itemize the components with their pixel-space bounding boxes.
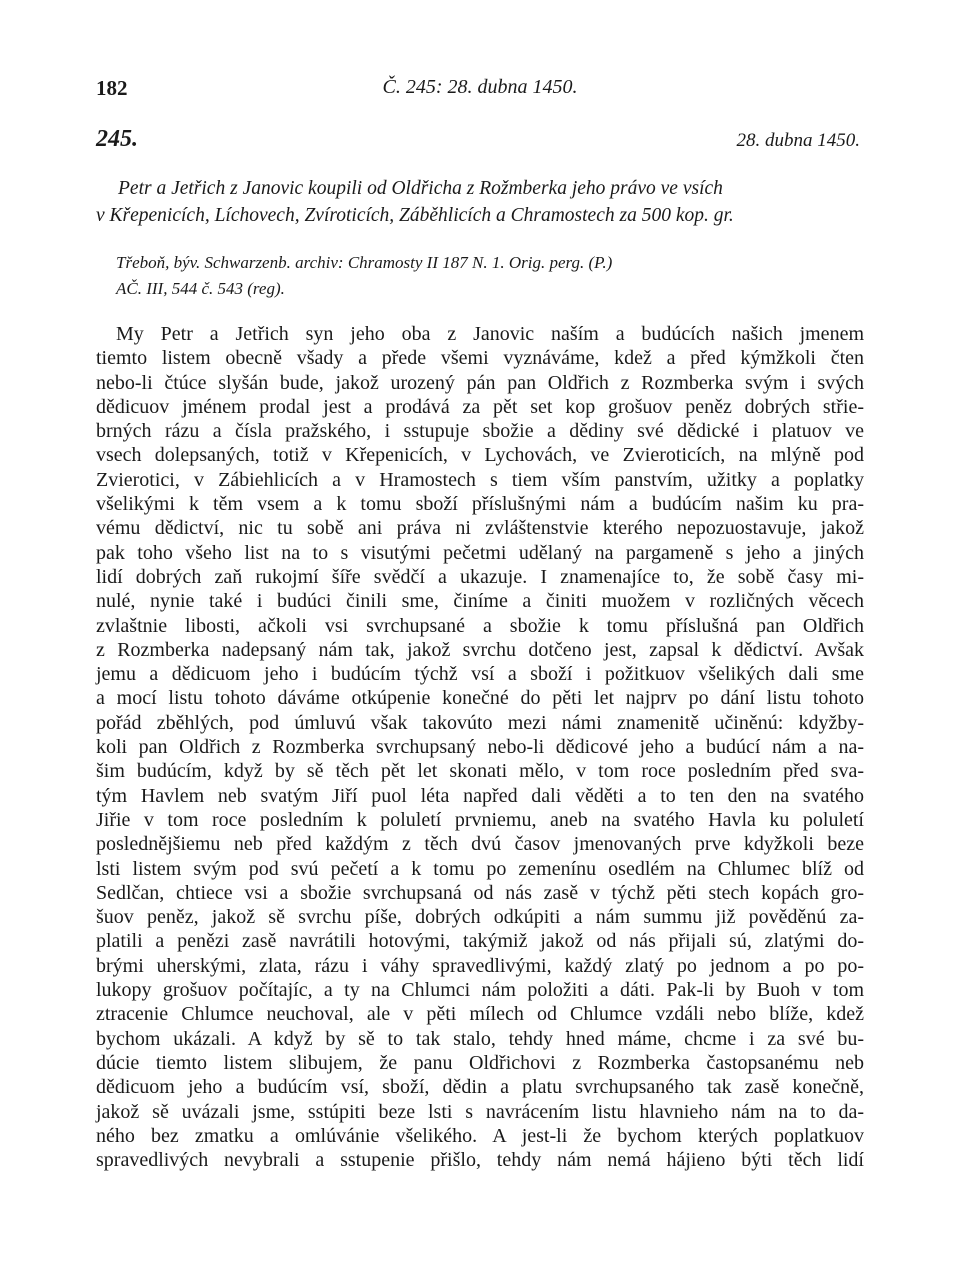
text-line: Sedlčan, chtiece vsi a sbožie svrchupsaná od nás zasě v týchž pěti stech kopách gro-	[96, 881, 864, 904]
text-line: tým Havlem neb svatým Jiří puol léta napřed dali věděti a to ten den na svatého	[96, 784, 864, 807]
text-line: spravedlivých nevybrali a sstupenie přišlo, tehdy nám nemá hájieno býti těch lidí	[96, 1149, 864, 1172]
text-line: pořád zběhlých, pod úmluvú však takovúto mezi námi znamenitě učiněnú: kdyžby-	[96, 711, 864, 734]
text-line: dúcie tiemto listem slibujem, že panu Oldřichovi z Rozmberka častopsanému neb	[96, 1051, 864, 1074]
text-line: dědicuov jménem prodal jest a prodává za pět set kop grošuov peněz dobrých střie-	[96, 395, 864, 418]
document-header	[96, 126, 864, 156]
document-date: 28. dubna 1450.	[736, 130, 860, 151]
text-line: tiemto listem obecně všady a přede všemi vyznáváme, kdež a před kýmžkoli čten	[96, 347, 864, 370]
text-line: brými uherskými, zlata, rázu i váhy spravedlivými, každý zlatý po jednom a po po-	[96, 954, 864, 977]
text-line: jemu a dědicuom jeho i budúcím týchž vsí a sboží i požitkuov všelikých dali sme	[96, 663, 864, 686]
document-number: 245.	[96, 126, 138, 152]
text-line: dědicuom jeho a budúcím vsí, sboží, dědin a platu svrchupsaného tak zasě konečně,	[96, 1076, 864, 1099]
running-title: Č. 245: 28. dubna 1450.	[382, 76, 578, 98]
source-line: Třeboň, býv. Schwarzenb. archiv: Chramosty II 187 N. 1. Orig. perg. (P.)	[116, 253, 613, 272]
charter-text	[96, 322, 864, 1172]
text-line: pak toho všeho list na to s visutými pečetmi udělaný na pargameně s jeho a jiných	[96, 541, 864, 564]
text-line: nebo-li čtúce slyšán bude, jakož urozený pán pan Oldřich z Rozmberka svým i svých	[96, 371, 864, 394]
text-line: nulé, nynie také i budúci činili sme, činíme a činiti muožem v rozličných věcech	[96, 590, 864, 613]
text-line: šuov peněz, jakož sě svrchu píše, dobrých odkúpiti a nám summu již pověděnú za-	[96, 906, 864, 929]
text-line: jakož sě uvázali jsme, sstúpiti beze lsti s navrácením listu hlavnieho nám na to da-	[96, 1100, 864, 1123]
text-line: vsech dolepsaných, totiž v Křepenicích, v Lychovách, ve Zvieroticích, na mlýně pod	[96, 444, 864, 467]
text-line: ného bez zmatku a omlúvánie všelikého. A jest-li že bychom kterých poplatkuov	[96, 1124, 864, 1147]
text-line: lsti listem svým pod svú pečetí a k tomu po zemenínu osedlém na Chlumec blíž od	[96, 857, 864, 880]
regest	[96, 175, 864, 229]
text-line: všelikými k těm vsem a k tomu sboží příslušnými nám a budúcím našim ku pra-	[96, 493, 864, 516]
text-line: brných rázu a čísla pražského, i sstupuje sbožie a dědiny své dědické i platuov ve	[96, 420, 864, 443]
text-line: ztracenie Chlumce neuchoval, ale v pěti mílech od Chlumce vzdáli nebo blíže, kdež	[96, 1003, 864, 1026]
page-number: 182	[96, 76, 128, 100]
regest-line: v Křepenicích, Líchovech, Zvíroticích, Záběhlicích a Chramostech za 500 kop. gr.	[96, 205, 734, 226]
text-line: šim budúcím, když by sě těch pět let skonati mělo, v tom roce posledním před sva-	[96, 760, 864, 783]
text-line: lidí dobrých zaň rukojmí šíře svědčí a ukazuje. I znamenajíce to, že sobě časy mi-	[96, 565, 864, 588]
running-head	[96, 76, 864, 104]
source-line: AČ. III, 544 č. 543 (reg).	[116, 279, 285, 298]
text-line: bychom ukázali. A když by sě to tak stalo, tehdy hned máme, chcme i za své bu-	[96, 1027, 864, 1050]
text-line: z Rozmberka nadepsaný nám tak, jakož svrchu dotčeno jest, zapsal k dědictví. Avšak	[96, 638, 864, 661]
text-line: My Petr a Jetřich syn jeho oba z Janovic naším a budúcích našich jmenem	[116, 323, 864, 345]
text-line: platili a penězi zasě navrátili hotovými, takýmiž jakož od nás přijali sú, zlatými do-	[96, 930, 864, 953]
text-line: poslednějšiemu neb před každým z těch dvú časov jmenovaných prve kdyžkoli beze	[96, 833, 864, 856]
text-line: Zvierotici, v Zábiehlicích a v Hramostech s tiem vším panstvím, užitky a poplatky	[96, 468, 864, 491]
text-line: a mocí listu tohoto dáváme otkúpenie konečné do pěti let najprv po dání listu tohoto	[96, 687, 864, 710]
text-line: koli pan Oldřich z Rozmberka svrchupsaný nebo-li dědicové jeho a budúcí nám a na-	[96, 736, 864, 759]
source-note	[116, 250, 864, 302]
regest-line: Petr a Jetřich z Janovic koupili od Oldřicha z Rožmberka jeho právo ve vsích	[118, 178, 723, 199]
text-line: lukopy grošuov počítajíc, a ty na Chlumci nám položiti a dáti. Pak-li by Buoh v tom	[96, 979, 864, 1002]
text-line: zvlaštnie libosti, ačkoli vsi svrchupsané a sbožie k tomu příslušná pan Oldřich	[96, 614, 864, 637]
text-line: vému dědictví, nic tu sobě ani práva ni zvláštenstvie kterého nepozuostavuje, jakož	[96, 517, 864, 540]
text-line: Jiřie v tom roce posledním k poluletí prvniemu, aneb na svatého Havla ku poluletí	[96, 808, 864, 831]
